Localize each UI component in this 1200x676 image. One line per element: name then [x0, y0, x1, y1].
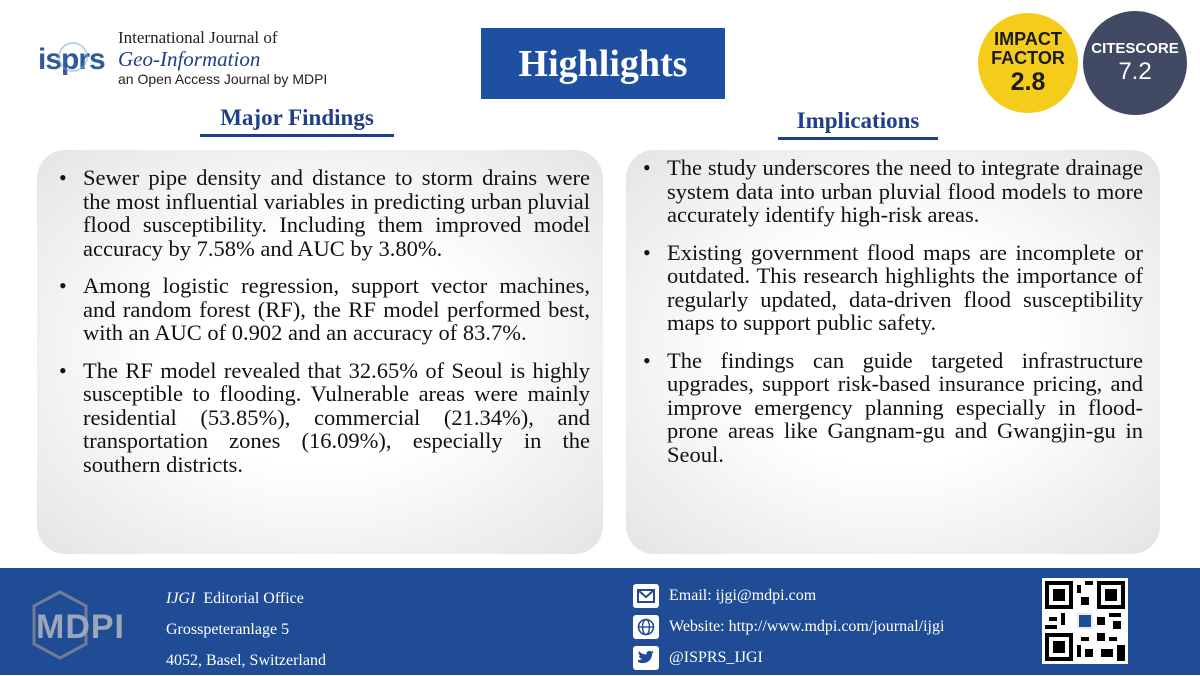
page-title: Highlights [481, 28, 725, 99]
journal-subtitle: an Open Access Journal by MDPI [118, 71, 328, 87]
impact-factor-label1: IMPACT [994, 29, 1062, 49]
twitter-handle[interactable]: @ISPRS_IJGI [669, 648, 763, 666]
citescore-value: 7.2 [1118, 58, 1152, 85]
citescore-badge [1083, 11, 1187, 115]
street-line: Grosspeteranlage 5 [166, 621, 290, 638]
mdpi-logo: MDPI [30, 590, 150, 660]
qr-code[interactable] [1042, 578, 1128, 664]
email-link[interactable]: Email: ijgi@mdpi.com [669, 586, 817, 604]
major-findings-list [57, 166, 590, 490]
implications-list [641, 156, 1143, 480]
finding-item: • The RF model revealed that 32.65% of Seoul is highly susceptible to flooding. Vulnerable areas were mainly residential (53.85%), commercial (21.34%), and transportation zones (16.09%), especially in the southern districts. [57, 359, 590, 477]
impact-factor-badge [978, 13, 1078, 113]
finding-item: • Sewer pipe density and distance to storm drains were the most influential variables in predicting urban pluvial flood susceptibility. Including them improved model accuracy by 7.58% and AUC by 3.80%. [57, 166, 590, 260]
impact-factor-value: 2.8 [1010, 68, 1046, 96]
city-line: 4052, Basel, Switzerland [166, 652, 326, 669]
email-icon [633, 584, 659, 608]
implication-item: • The findings can guide targeted infrastructure upgrades, support risk-based insurance pricing, and improve emergency planning especially in flood-prone areas like Gangnam-gu and Gwangjin-gu in Seoul. [641, 349, 1143, 467]
journal-name-line1: International Journal of [118, 28, 278, 47]
impact-factor-label2: FACTOR [991, 48, 1065, 68]
twitter-icon [633, 646, 659, 670]
implications-heading: Implications [778, 108, 938, 134]
footer [0, 568, 1200, 675]
twitter-row[interactable] [633, 642, 944, 673]
citescore-label: CITESCORE [1091, 40, 1179, 57]
implication-item: • Existing government flood maps are incomplete or outdated. This research highlights the importance of regularly updated, data-driven flood susceptibility maps to support public safety. [641, 241, 1143, 335]
editorial-address [166, 583, 326, 676]
implication-item: • The study underscores the need to integrate drainage system data into urban pluvial flood models to more accurately identify high-risk areas. [641, 156, 1143, 227]
website-link[interactable]: Website: http://www.mdpi.com/journal/ijgi [669, 617, 945, 635]
globe-icon [633, 615, 659, 639]
journal-name-line2: Geo-Information [118, 47, 261, 71]
isprs-logo: isprs [38, 43, 105, 76]
website-row[interactable] [633, 611, 944, 642]
major-findings-heading: Major Findings [200, 105, 394, 131]
finding-item: • Among logistic regression, support vector machines, and random forest (RF), the RF model performed best, with an AUC of 0.902 and an accuracy of 83.7%. [57, 274, 590, 345]
email-row[interactable] [633, 580, 944, 611]
contact-list [633, 580, 944, 673]
journal-logo [38, 28, 338, 88]
office-line: IJGI Editorial Office [166, 590, 304, 607]
